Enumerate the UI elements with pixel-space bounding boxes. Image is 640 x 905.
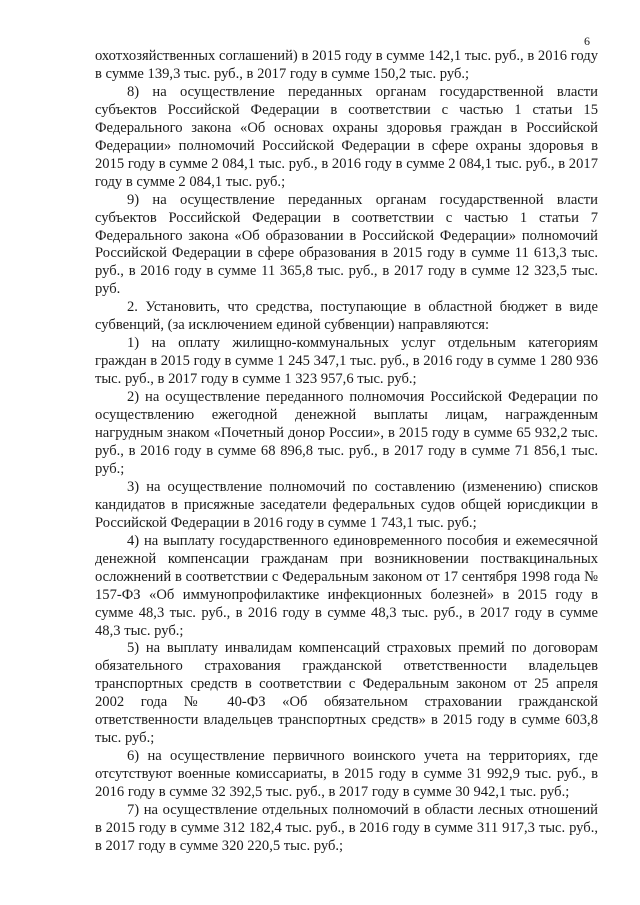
paragraph-subvention-7: 7) на осуществление отдельных полномочий в области лесных отношений в 2015 году в сумме 312 182,4 тыс. руб., в 2016 году в сумме 311 917,3 тыс. руб., в 2017 году в сумме 320 220,5 тыс. руб.; (95, 802, 598, 854)
paragraph-item-8: 8) на осуществление переданных органам государственной власти субъектов Российской Федерации в соответствии с частью 1 статьи 15 Федерального закона «Об основах охраны здоровья граждан в Российской Федерации» полномочий Российской Федерации в сфере охраны здоровья в 2015 году в сумме 2 084,1 тыс. руб., в 2016 году в сумме 2 084,1 тыс. руб., в 2017 году в сумме 2 084,1 тыс. руб.; (95, 83, 598, 190)
paragraph-subvention-6: 6) на осуществление первичного воинского учета на территориях, где отсутствуют военные комиссариаты, в 2015 году в сумме 31 992,9 тыс. руб., в 2016 году в сумме 32 392,5 тыс. руб., в 2017 году в сумме 30 942,1 тыс. руб.; (95, 748, 598, 801)
paragraph-subvention-5: 5) на выплату инвалидам компенсаций страховых премий по договорам обязательного страхования гражданской ответственности владельцев транспортных средств в соответствии с Федеральным законом от 25 апреля 2002 года № 40-ФЗ «Об обязательном страховании гражданской ответственности владельцев транспортных средств» в 2015 году в сумме 603,8 тыс. руб.; (95, 640, 598, 747)
paragraph-continuation: охотхозяйственных соглашений) в 2015 году в сумме 142,1 тыс. руб., в 2016 году в сумме 139,3 тыс. руб., в 2017 году в сумме 150,2 тыс. руб.; (95, 48, 598, 82)
document-body (95, 48, 598, 856)
paragraph-subvention-1: 1) на оплату жилищно-коммунальных услуг отдельным категориям граждан в 2015 году в сумме 1 245 347,1 тыс. руб., в 2016 году в сумме 1 280 936 тыс. руб., в 2017 году в сумме 1 323 957,6 тыс. руб.; (95, 335, 598, 388)
page-number: 6 (584, 34, 590, 48)
paragraph-subvention-3: 3) на осуществление полномочий по составлению (изменению) списков кандидатов в присяжные заседатели федеральных судов общей юрисдикции в Российской Федерации в 2016 году в сумме 1 743,1 тыс. руб.; (95, 478, 598, 531)
paragraph-section-2: 2. Установить, что средства, поступающие в областной бюджет в виде субвенций, (за исключением единой субвенции) направляются: (95, 299, 598, 334)
paragraph-item-9: 9) на осуществление переданных органам государственной власти субъектов Российской Федерации в соответствии с частью 1 статьи 7 Федерального закона «Об образовании в Российской Федерации» полномочий Российской Федерации в сфере образования в 2015 году в сумме 11 613,3 тыс. руб., в 2016 году в сумме 11 365,8 тыс. руб., в 2017 году в сумме 12 323,5 тыс. руб. (95, 191, 598, 298)
paragraph-subvention-2: 2) на осуществление переданного полномочия Российской Федерации по осуществлению ежегодной денежной выплаты лицам, награжденным нагрудным знаком «Почетный донор России», в 2015 году в сумме 65 932,2 тыс. руб., в 2016 году в сумме 68 896,8 тыс. руб., в 2017 году в сумме 71 856,1 тыс. руб.; (95, 389, 598, 477)
paragraph-subvention-4: 4) на выплату государственного единовременного пособия и ежемесячной денежной компенсации гражданам при возникновении поствакцинальных осложнений в соответствии с Федеральным законом от 17 сентября 1998 года № 157-ФЗ «Об иммунопрофилактике инфекционных болезней» в 2015 году в сумме 48,3 тыс. руб., в 2016 году в сумме 48,3 тыс. руб., в 2017 году в сумме 48,3 тыс. руб.; (95, 532, 598, 639)
